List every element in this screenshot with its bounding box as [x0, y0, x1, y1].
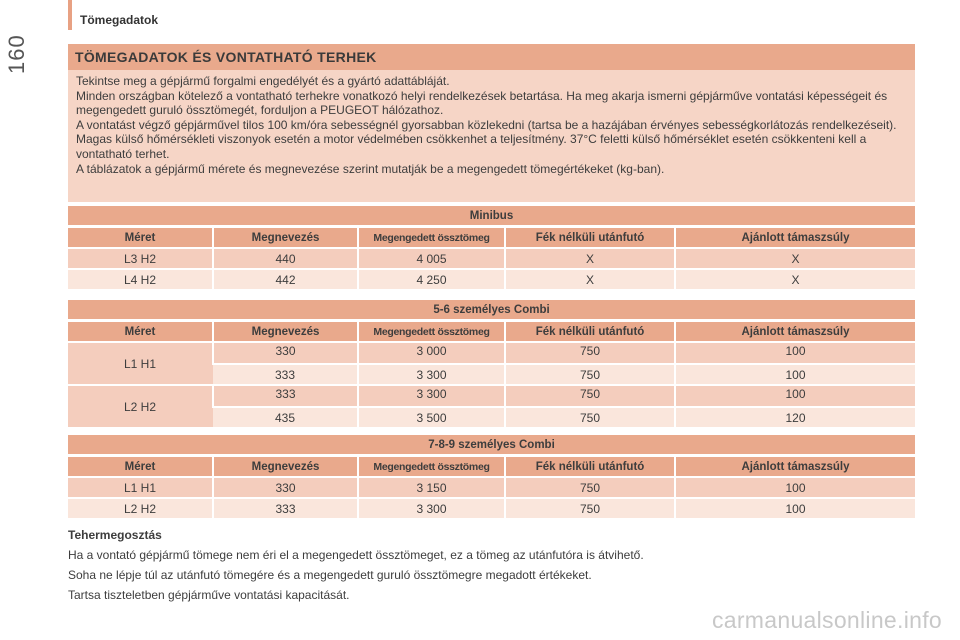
table-cell: 100: [675, 477, 915, 498]
table-cell: 3 300: [358, 385, 505, 407]
table-cell: X: [675, 269, 915, 289]
column-header-unbraked-trailer: Fék nélküli utánfutó: [505, 456, 675, 478]
weight-paragraph: Tartsa tiszteletben gépjárműve vontatási kapacitását.: [68, 588, 350, 602]
table-cell: 3 000: [358, 342, 505, 364]
table-cell: 4 005: [358, 248, 505, 269]
weight-paragraph: Soha ne lépje túl az utánfutó tömegére és a megengedett guruló össztömegre megadott értékeket.: [68, 568, 592, 582]
column-header-size: Méret: [68, 227, 213, 249]
table-cell: L1 H1: [68, 477, 213, 498]
table-cell: 750: [505, 498, 675, 518]
intro-paragraph: Minden országban kötelező a vontatható terhekre vonatkozó helyi rendelkezések betartása. Ha meg akarja ismerni gépjárműve vontatási képességeit és megengedett guruló össztömegét, forduljon a PEUGEOT hálózathoz.: [76, 88, 888, 118]
table-cell: 3 500: [358, 407, 505, 427]
weight-distribution-section: [68, 528, 928, 608]
table-cell: 750: [505, 407, 675, 427]
minibus-table: [68, 206, 915, 289]
column-header-gross-weight: Megengedett össztömeg: [358, 456, 505, 478]
table-cell: 750: [505, 364, 675, 385]
table-cell: X: [505, 248, 675, 269]
table-cell: 100: [675, 342, 915, 364]
column-header-unbraked-trailer: Fék nélküli utánfutó: [505, 227, 675, 249]
column-header-gross-weight: Megengedett össztömeg: [358, 227, 505, 249]
intro-paragraph: Magas külső hőmérsékleti viszonyok esetén a motor védelmében csökkenhet a teljesítmény. 37°C feletti külső hőmérséklet esetén csökkenteni kell a vontatható terhet.: [76, 132, 867, 161]
table-cell: 750: [505, 385, 675, 407]
table-cell: 100: [675, 498, 915, 518]
table-cell: 120: [675, 407, 915, 427]
table-cell: 3 300: [358, 364, 505, 385]
table-cell: 750: [505, 477, 675, 498]
table-cell: 333: [213, 385, 358, 407]
column-header-size: Méret: [68, 456, 213, 478]
table-cell: 3 150: [358, 477, 505, 498]
column-header-size: Méret: [68, 321, 213, 343]
table-cell: X: [675, 248, 915, 269]
column-header-designation: Megnevezés: [213, 321, 358, 343]
table-cell: 440: [213, 248, 358, 269]
page-number: 160: [4, 34, 29, 74]
table-cell: 4 250: [358, 269, 505, 289]
table-cell: L4 H2: [68, 269, 213, 289]
table-cell: L2 H2: [68, 498, 213, 518]
table-cell: 330: [213, 342, 358, 364]
column-header-unbraked-trailer: Fék nélküli utánfutó: [505, 321, 675, 343]
column-header-nose-weight: Ajánlott támaszsúly: [675, 227, 915, 249]
intro-box: [68, 44, 915, 202]
table-caption: 7-8-9 személyes Combi: [68, 435, 915, 456]
table-row: [68, 498, 915, 518]
table-cell: L3 H2: [68, 248, 213, 269]
table-cell: 333: [213, 364, 358, 385]
header-accent-bar: [68, 0, 72, 30]
table-cell: 435: [213, 407, 358, 427]
column-header-gross-weight: Megengedett össztömeg: [358, 321, 505, 343]
table-cell-size: L1 H1: [68, 342, 213, 385]
column-header-designation: Megnevezés: [213, 456, 358, 478]
table-cell-size: L2 H2: [68, 385, 213, 427]
intro-paragraph: Tekintse meg a gépjármű forgalmi engedélyét és a gyártó adattábláját.: [76, 74, 450, 88]
intro-paragraph: A táblázatok a gépjármű mérete és megnevezése szerint mutatják be a megengedett tömegértékeket (kg-ban).: [76, 161, 665, 176]
intro-paragraph: A vontatást végző gépjárművel tilos 100 km/óra sebességnél gyorsabban közlekedni (tartsa be a hazájában érvényes sebességkorlátozás rendelkezéseit).: [76, 117, 897, 132]
weight-distribution-title: Tehermegosztás: [68, 528, 162, 542]
table-cell: 3 300: [358, 498, 505, 518]
combi-7-8-9-table: [68, 435, 915, 518]
section-title: Tömegadatok: [80, 13, 159, 27]
table-cell: 750: [505, 342, 675, 364]
table-row: [68, 342, 915, 364]
intro-box-body: [68, 70, 915, 176]
table-cell: 100: [675, 385, 915, 407]
table-cell: 330: [213, 477, 358, 498]
table-row: [68, 385, 915, 407]
table-cell: 100: [675, 364, 915, 385]
table-caption: Minibus: [68, 206, 915, 227]
combi-5-6-table: [68, 300, 915, 427]
table-caption: 5-6 személyes Combi: [68, 300, 915, 321]
column-header-nose-weight: Ajánlott támaszsúly: [675, 456, 915, 478]
column-header-nose-weight: Ajánlott támaszsúly: [675, 321, 915, 343]
table-cell: 442: [213, 269, 358, 289]
intro-box-title: TÖMEGADATOK ÉS VONTATHATÓ TERHEK: [68, 44, 915, 70]
watermark: carmanualsonline.info: [711, 607, 942, 633]
table-cell: X: [505, 269, 675, 289]
weight-paragraph: Ha a vontató gépjármű tömege nem éri el a megengedett össztömeget, ez a tömeg az utánfutóra is átvihető.: [68, 548, 644, 562]
table-row: [68, 477, 915, 498]
table-cell: 333: [213, 498, 358, 518]
column-header-designation: Megnevezés: [213, 227, 358, 249]
table-row: [68, 269, 915, 289]
table-row: [68, 248, 915, 269]
